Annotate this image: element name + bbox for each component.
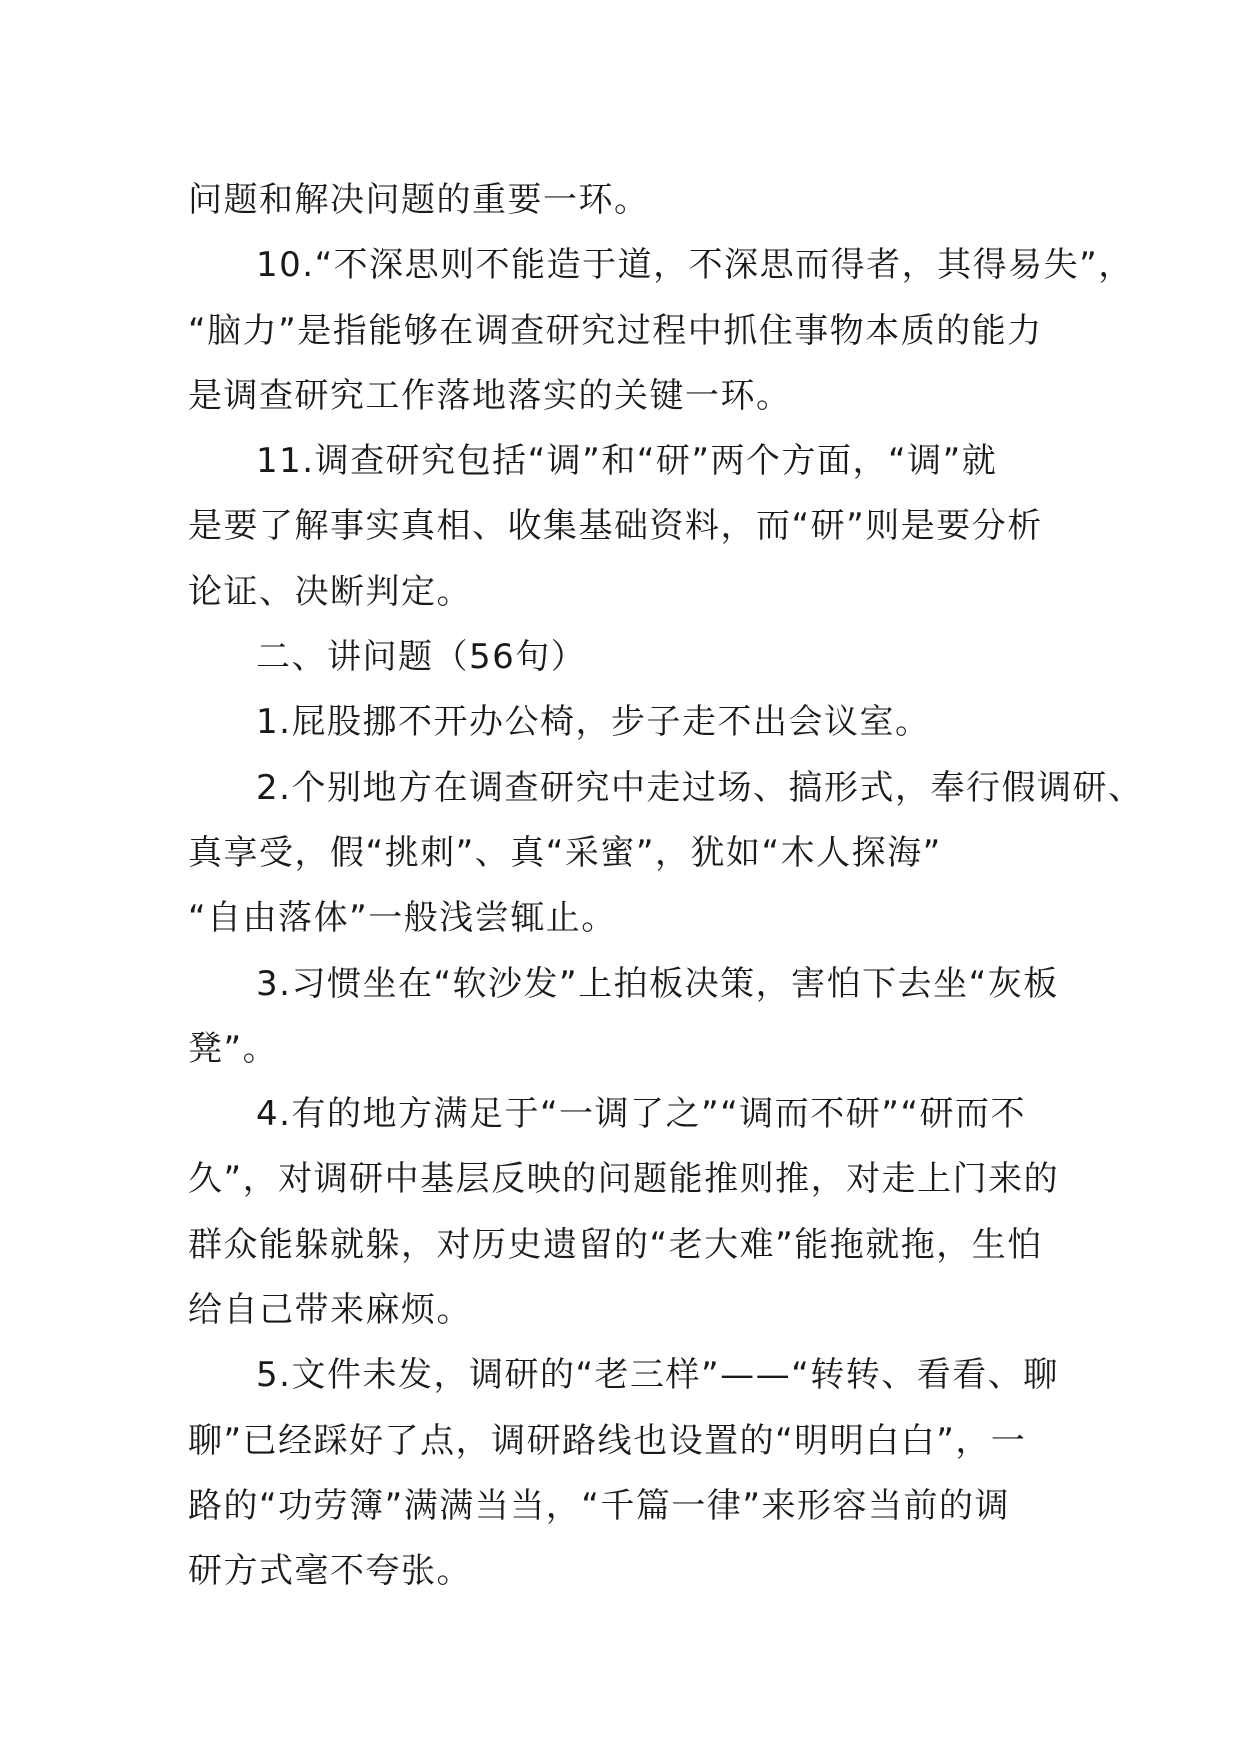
text-line: “自由落体”一般浅尝辄止。 bbox=[188, 898, 617, 939]
text-line: 11.调查研究包括“调”和“研”两个方面，“调”就 bbox=[256, 441, 998, 482]
text-line: 10.“不深思则不能造于道，不深思而得者，其得易失”， bbox=[256, 245, 1134, 286]
text-line: 问题和解决问题的重要一环。 bbox=[188, 180, 650, 220]
text-line: “脑力”是指能够在调查研究过程中抓住事物本质的能力 bbox=[188, 310, 1043, 351]
text-line: 久”，对调研中基层反映的问题能推则推，对走上门来的 bbox=[188, 1159, 1060, 1200]
text-line: 路的“功劳簿”满满当当，“千篇一律”来形容当前的调 bbox=[188, 1485, 1010, 1526]
text-line: 3.习惯坐在“软沙发”上拍板决策，害怕下去坐“灰板 bbox=[256, 963, 1059, 1004]
document-body bbox=[188, 168, 1144, 1605]
text-line: 给自己带来麻烦。 bbox=[188, 1290, 472, 1331]
text-line: 2.个别地方在调查研究中走过场、搞形式，奉行假调研、 bbox=[256, 767, 1144, 808]
text-line: 二、讲问题（56句） bbox=[256, 637, 587, 678]
text-line: 群众能躲就躲，对历史遗留的“老大难”能拖就拖，生怕 bbox=[188, 1224, 1043, 1265]
text-line: 真享受，假“挑刺”、真“采蜜”，犹如“木人探海” bbox=[188, 832, 942, 873]
text-line: 5.文件未发，调研的“老三样”——“转转、看看、聊 bbox=[256, 1355, 1059, 1396]
text-line: 凳”。 bbox=[188, 1028, 279, 1069]
text-line: 论证、决断判定。 bbox=[188, 571, 472, 612]
text-line: 是调查研究工作落地落实的关键一环。 bbox=[188, 375, 792, 416]
text-line: 1.屁股挪不开办公椅，步子走不出会议室。 bbox=[256, 702, 931, 743]
text-line: 聊”已经踩好了点，调研路线也设置的“明明白白”，一 bbox=[188, 1420, 1027, 1461]
text-line: 4.有的地方满足于“一调了之”“调而不研”“研而不 bbox=[256, 1094, 1027, 1135]
text-line: 研方式毫不夸张。 bbox=[188, 1551, 472, 1592]
text-line: 是要了解事实真相、收集基础资料，而“研”则是要分析 bbox=[188, 506, 1043, 547]
